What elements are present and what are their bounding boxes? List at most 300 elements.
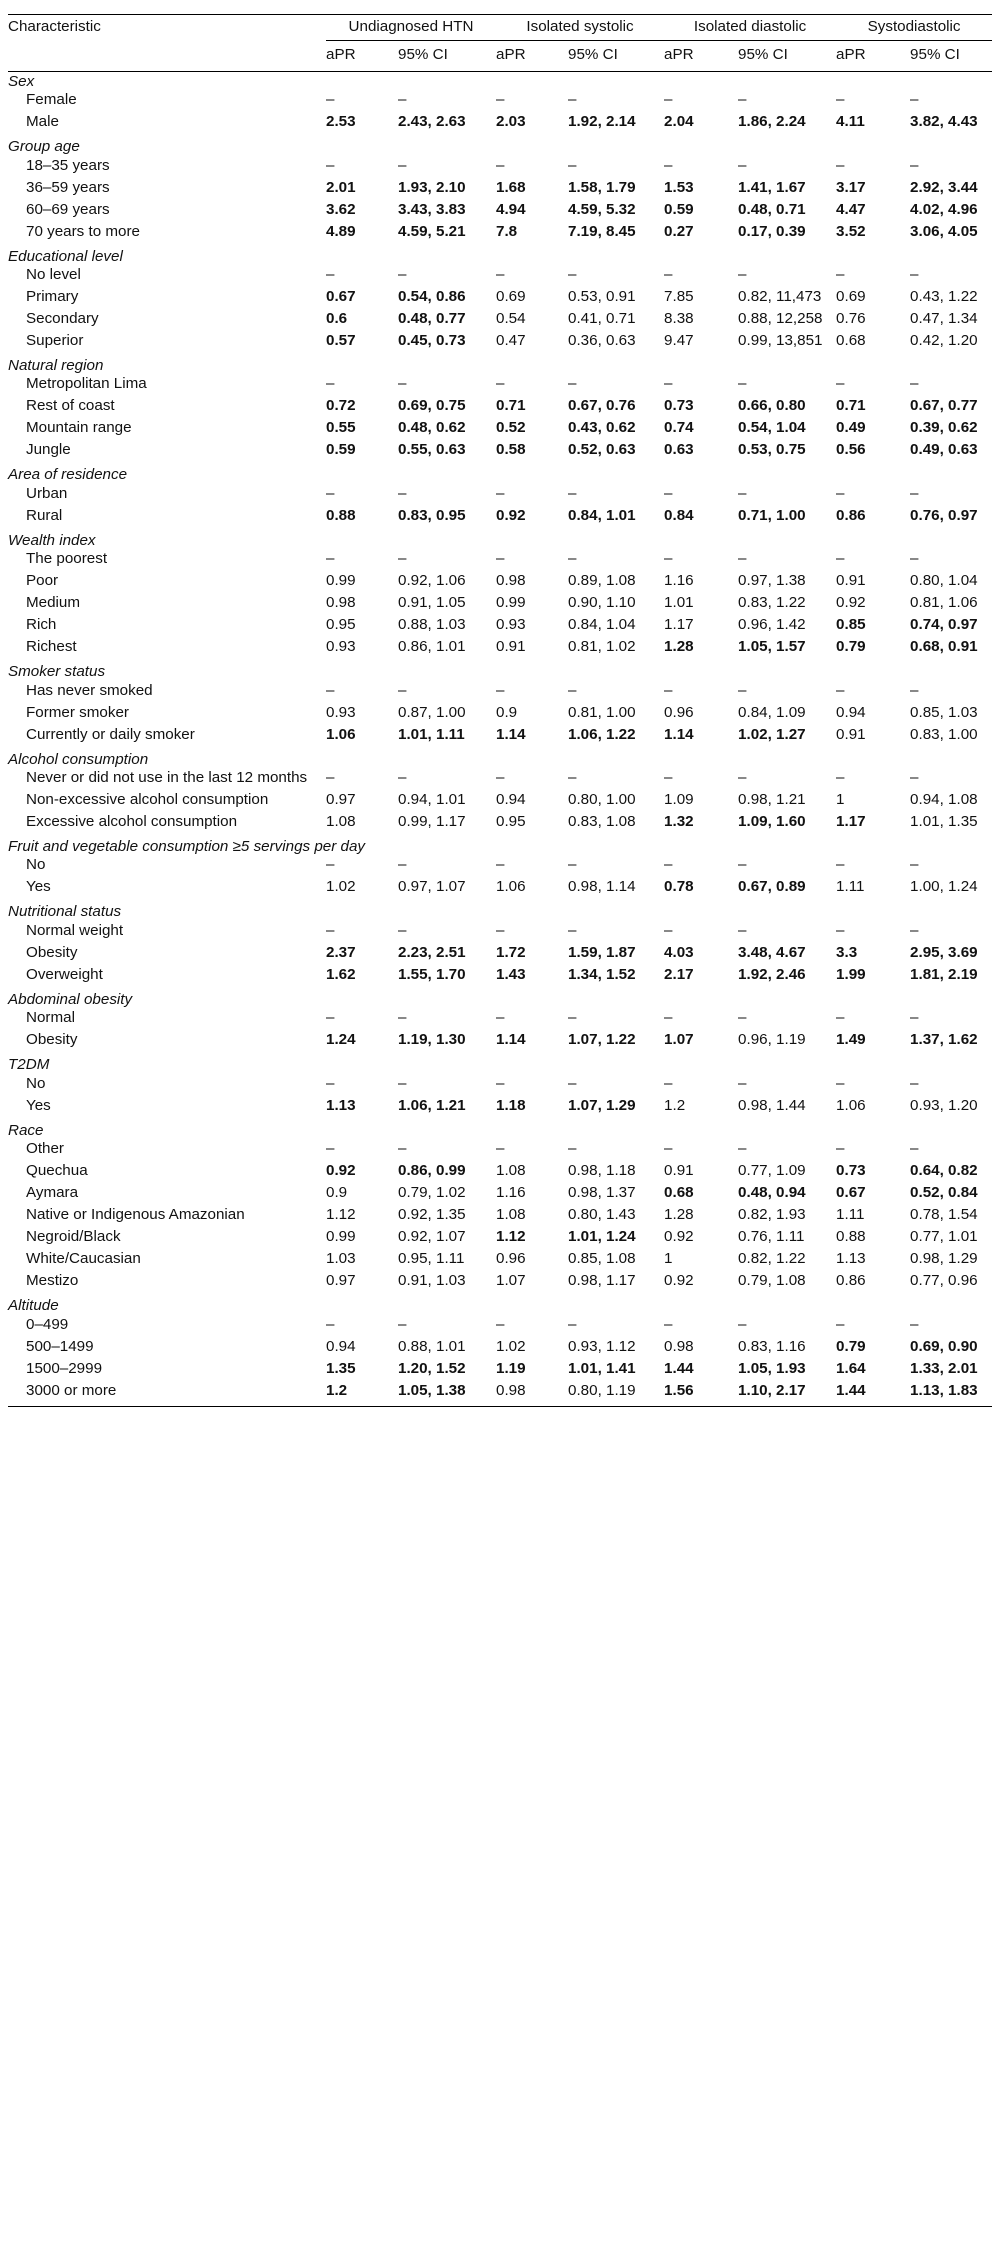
ci-cell: 4.59, 5.32 [568,200,636,218]
section-title: Fruit and vegetable consumption ≥5 servings per day [8,838,366,856]
ci-cell: 0.98, 1.21 [738,791,806,809]
ci-cell: 0.96, 1.42 [738,616,806,634]
section-header-row [8,660,992,681]
apr-cell: 1.01 [664,594,694,612]
header-group-systodiastolic: Systodiastolic [836,15,992,41]
ci-cell: – [910,769,919,787]
apr-cell: 0.74 [664,419,694,437]
table-row [8,769,992,791]
apr-cell: 0.96 [664,703,694,721]
section-header-row [8,1053,992,1074]
row-label: Obesity [26,1031,78,1049]
apr-cell: 0.85 [836,616,866,634]
results-table [8,14,992,1407]
apr-cell: 1 [836,791,845,809]
ci-cell: – [398,1009,407,1027]
table-row [8,550,992,572]
apr-cell: – [664,769,673,787]
row-label: Primary [26,288,79,306]
row-label: Female [26,91,77,109]
table-row [8,1316,992,1338]
apr-cell: 0.88 [836,1228,866,1246]
ci-cell: 0.91, 1.05 [398,594,466,612]
apr-cell: 0.57 [326,332,356,350]
header-group-isolated-systolic: Isolated systolic [496,15,664,41]
row-label: Urban [26,484,68,502]
apr-cell: – [326,550,335,568]
table-row [8,638,992,660]
ci-cell: – [910,921,919,939]
apr-cell: 0.86 [836,1272,866,1290]
apr-cell: – [326,375,335,393]
ci-cell: 0.89, 1.08 [568,572,636,590]
ci-cell: 3.82, 4.43 [910,113,978,131]
apr-cell: 0.63 [664,441,694,459]
row-label: Native or Indigenous Amazonian [26,1206,245,1224]
ci-cell: 0.95, 1.11 [398,1250,465,1268]
header-apr: aPR [836,41,910,71]
apr-cell: 1.14 [496,725,526,743]
row-label: Other [26,1140,64,1158]
apr-cell: 4.11 [836,113,865,131]
row-label: Excessive alcohol consumption [26,813,238,831]
ci-cell: – [738,484,747,502]
row-label: Quechua [26,1162,88,1180]
table-row [8,878,992,900]
ci-cell: 1.06, 1.22 [568,725,636,743]
header-characteristic: Characteristic [8,15,326,41]
ci-cell: – [568,769,577,787]
apr-cell: 1.43 [496,965,526,983]
table-row [8,507,992,529]
ci-cell: 1.81, 2.19 [910,965,978,983]
ci-cell: 0.55, 0.63 [398,441,466,459]
apr-cell: – [496,375,505,393]
apr-cell: – [496,856,505,874]
apr-cell: 0.94 [326,1337,356,1355]
ci-cell: 0.17, 0.39 [738,222,806,240]
ci-cell: 0.54, 1.04 [738,419,806,437]
ci-cell: 0.71, 1.00 [738,506,806,524]
ci-cell: 0.82, 1.93 [738,1206,806,1224]
apr-cell: – [496,921,505,939]
table-row [8,1206,992,1228]
apr-cell: 1.02 [326,878,356,896]
ci-cell: 1.01, 1.41 [568,1359,636,1377]
apr-cell: 3.52 [836,222,866,240]
apr-cell: – [496,1074,505,1092]
table-row [8,1031,992,1053]
apr-cell: 1.14 [496,1031,526,1049]
ci-cell: – [738,1140,747,1158]
ci-cell: – [398,550,407,568]
apr-cell: 0.98 [496,1382,568,1407]
apr-cell: – [326,484,335,502]
row-label: Non-excessive alcohol consumption [26,791,269,809]
apr-cell: 2.17 [664,965,694,983]
ci-cell: 0.82, 1.22 [738,1250,806,1268]
ci-cell: 0.98, 1.44 [738,1096,806,1114]
table-row [8,1140,992,1162]
row-label: Currently or daily smoker [26,725,195,743]
row-label: Never or did not use in the last 12 months [26,769,308,787]
ci-cell: 0.80, 1.04 [910,572,978,590]
ci-cell: 0.48, 0.94 [738,1184,806,1202]
ci-cell: 0.54, 0.86 [398,288,466,306]
apr-cell: – [664,921,673,939]
ci-cell: 0.93, 1.20 [910,1096,978,1114]
ci-cell: 0.92, 1.35 [398,1206,466,1224]
section-title: Race [8,1121,44,1139]
ci-cell: – [910,156,919,174]
ci-cell: 4.59, 5.21 [398,222,466,240]
row-label: White/Caucasian [26,1250,141,1268]
apr-cell: 7.8 [496,222,518,240]
apr-cell: 1.35 [326,1359,356,1377]
section-header-row [8,529,992,550]
apr-cell: – [496,550,505,568]
apr-cell: 0.98 [664,1337,694,1355]
ci-cell: 0.52, 0.63 [568,441,636,459]
apr-cell: 0.91 [496,638,526,656]
apr-cell: – [326,1140,335,1158]
ci-cell: 0.41, 0.71 [568,310,636,328]
apr-cell: 1.09 [664,791,694,809]
row-label: 1500–2999 [26,1359,103,1377]
ci-cell: 1.37, 1.62 [910,1031,978,1049]
ci-cell: – [398,769,407,787]
section-title: Wealth index [8,531,96,549]
ci-cell: – [568,856,577,874]
ci-cell: 3.48, 4.67 [738,943,806,961]
apr-cell: 0.98 [496,572,526,590]
ci-cell: – [910,1074,919,1092]
section-title: Natural region [8,357,104,375]
ci-cell: 0.43, 1.22 [910,288,978,306]
ci-cell: 1.05, 1.93 [738,1359,806,1377]
table-row [8,922,992,944]
row-label: Yes [26,1096,51,1114]
apr-cell: 0.95 [326,616,356,634]
ci-cell: 0.81, 1.06 [910,594,978,612]
apr-cell: 0.67 [836,1184,866,1202]
apr-cell: 0.71 [836,397,866,415]
ci-cell: 0.98, 1.17 [568,1272,636,1290]
table-row [8,266,992,288]
apr-cell: – [664,1140,673,1158]
apr-cell: – [836,266,845,284]
ci-cell: 0.69, 0.75 [398,397,466,415]
table-row [8,682,992,704]
apr-cell: – [664,856,673,874]
apr-cell: – [496,484,505,502]
ci-cell: 0.88, 1.03 [398,616,466,634]
ci-cell: 0.52, 0.84 [910,1184,978,1202]
apr-cell: – [664,91,673,109]
ci-cell: – [738,1315,747,1333]
ci-cell: 1.20, 1.52 [398,1359,466,1377]
apr-cell: 1.08 [496,1162,526,1180]
apr-cell: 0.9 [496,703,518,721]
ci-cell: 0.48, 0.71 [738,200,806,218]
apr-cell: 0.91 [664,1162,694,1180]
ci-cell: 0.88, 12,258 [738,310,823,328]
ci-cell: 1.05, 1.57 [738,638,806,656]
row-label: 60–69 years [26,200,110,218]
ci-cell: 0.45, 0.73 [398,332,466,350]
apr-cell: 1.11 [836,1206,865,1224]
apr-cell: – [664,550,673,568]
apr-cell: 2.03 [496,113,526,131]
ci-cell: 1.02, 1.27 [738,725,806,743]
header-blank [8,41,326,71]
apr-cell: – [326,156,335,174]
apr-cell: – [496,156,505,174]
row-label: Superior [26,332,84,350]
apr-cell: – [836,681,845,699]
ci-cell: 0.98, 1.37 [568,1184,636,1202]
ci-cell: – [738,1009,747,1027]
ci-cell: 1.09, 1.60 [738,813,806,831]
apr-cell: 0.67 [326,288,356,306]
apr-cell: 0.84 [664,506,694,524]
ci-cell: 0.67, 0.76 [568,397,636,415]
apr-cell: 1.44 [664,1359,694,1377]
apr-cell: 0.97 [326,1272,356,1290]
ci-cell: 1.33, 2.01 [910,1359,978,1377]
ci-cell: – [738,1074,747,1092]
ci-cell: 0.94, 1.01 [398,791,466,809]
ci-cell: 2.43, 2.63 [398,113,466,131]
row-label: Mestizo [26,1272,79,1290]
ci-cell: – [738,769,747,787]
table-row [8,1228,992,1250]
section-header-row [8,988,992,1009]
apr-cell: 0.52 [496,419,526,437]
section-header-row [8,900,992,921]
header-row-groups [8,15,992,41]
ci-cell: – [910,681,919,699]
ci-cell: 0.77, 0.96 [910,1272,978,1290]
apr-cell: – [326,91,335,109]
row-label: Former smoker [26,703,129,721]
apr-cell: 0.59 [664,200,694,218]
ci-cell: 7.19, 8.45 [568,222,636,240]
table-row [8,397,992,419]
section-header-row [8,354,992,375]
ci-cell: – [910,1315,919,1333]
apr-cell: 1.12 [326,1206,356,1224]
ci-cell: 1.07, 1.22 [568,1031,636,1049]
apr-cell: 4.94 [496,200,526,218]
row-label: Yes [26,878,51,896]
apr-cell: 0.93 [326,703,356,721]
apr-cell: 0.91 [836,572,866,590]
apr-cell: 2.01 [326,178,356,196]
apr-cell: 1.08 [496,1206,526,1224]
section-header-row [8,463,992,484]
apr-cell: – [326,921,335,939]
row-label: Jungle [26,441,71,459]
ci-cell: 0.98, 1.14 [568,878,636,896]
apr-cell: – [664,681,673,699]
apr-cell: – [836,156,845,174]
ci-cell: 0.80, 1.00 [568,791,636,809]
ci-cell: – [398,156,407,174]
ci-cell: 1.93, 2.10 [398,178,466,196]
apr-cell: 0.97 [326,791,356,809]
ci-cell: – [568,156,577,174]
row-label: Obesity [26,943,78,961]
table-row [8,1272,992,1294]
section-title: Alcohol consumption [8,750,149,768]
apr-cell: 0.76 [836,310,866,328]
apr-cell: 0.56 [836,441,866,459]
apr-cell: 2.53 [326,113,356,131]
table-row [8,726,992,748]
ci-cell: 0.53, 0.91 [568,288,636,306]
ci-cell: 0.42, 1.20 [910,332,978,350]
ci-cell: 0.80, 1.43 [568,1206,636,1224]
header-ci: 95% CI [738,41,836,71]
ci-cell: – [738,375,747,393]
table-row [8,201,992,223]
ci-cell: 1.01, 1.24 [568,1228,636,1246]
apr-cell: 0.99 [496,594,526,612]
section-title: Altitude [8,1297,59,1315]
apr-cell: 1.14 [664,725,694,743]
ci-cell: 0.49, 0.63 [910,441,978,459]
apr-cell: 1.16 [664,572,694,590]
table-row [8,966,992,988]
apr-cell: 1.49 [836,1031,866,1049]
apr-cell: – [326,681,335,699]
table-row [8,813,992,835]
table-row [8,375,992,397]
apr-cell: – [836,550,845,568]
apr-cell: 0.6 [326,310,348,328]
ci-cell: 0.39, 0.62 [910,419,978,437]
ci-cell: – [568,1009,577,1027]
ci-cell: – [910,856,919,874]
ci-cell: 1.13, 1.83 [910,1382,992,1407]
apr-cell: 0.72 [326,397,356,415]
ci-cell: – [910,266,919,284]
ci-cell: 1.58, 1.79 [568,178,636,196]
ci-cell: 0.77, 1.01 [910,1228,978,1246]
apr-cell: 0.86 [836,506,866,524]
apr-cell: 2.04 [664,113,694,131]
table-row [8,91,992,113]
apr-cell: 0.69 [836,288,866,306]
apr-cell: – [326,1315,335,1333]
ci-cell: 3.06, 4.05 [910,222,978,240]
table-row [8,485,992,507]
ci-cell: 0.97, 1.38 [738,572,806,590]
apr-cell: – [836,1315,845,1333]
apr-cell: 0.92 [836,594,866,612]
ci-cell: 0.78, 1.54 [910,1206,978,1224]
ci-cell: – [398,856,407,874]
apr-cell: – [836,91,845,109]
apr-cell: 0.69 [496,288,526,306]
ci-cell: 2.95, 3.69 [910,943,978,961]
ci-cell: 0.80, 1.19 [568,1382,664,1407]
apr-cell: 0.71 [496,397,526,415]
ci-cell: 0.83, 1.22 [738,594,806,612]
apr-cell: 0.92 [664,1228,694,1246]
row-label: The poorest [26,550,108,568]
apr-cell: – [326,856,335,874]
ci-cell: 0.67, 0.89 [738,878,806,896]
ci-cell: 0.66, 0.80 [738,397,806,415]
apr-cell: – [836,484,845,502]
ci-cell: – [910,1140,919,1158]
table-row [8,157,992,179]
table-row [8,1097,992,1119]
apr-cell: 0.92 [664,1272,694,1290]
apr-cell: 0.59 [326,441,356,459]
header-apr: aPR [664,41,738,71]
ci-cell: 0.85, 1.03 [910,703,978,721]
apr-cell: 1.53 [664,178,694,196]
ci-cell: – [910,375,919,393]
apr-cell: 0.68 [664,1184,694,1202]
ci-cell: – [568,1315,577,1333]
ci-cell: – [398,375,407,393]
row-label: Metropolitan Lima [26,375,147,393]
table-row [8,419,992,441]
ci-cell: 0.67, 0.77 [910,397,978,415]
section-title: T2DM [8,1056,50,1074]
row-label: No [26,856,46,874]
row-label: 0–499 [26,1315,69,1333]
apr-cell: 0.95 [496,813,526,831]
table-row [8,944,992,966]
ci-cell: 1.05, 1.38 [398,1382,496,1407]
apr-cell: – [326,769,335,787]
table-row [8,1162,992,1184]
apr-cell: 4.47 [836,200,866,218]
apr-cell: 0.55 [326,419,356,437]
apr-cell: 1.16 [496,1184,526,1202]
table-row [8,1382,992,1407]
apr-cell: 1.07 [496,1272,526,1290]
apr-cell: – [664,484,673,502]
apr-cell: 0.54 [496,310,526,328]
ci-cell: 0.81, 1.02 [568,638,636,656]
apr-cell: – [326,266,335,284]
header-ci: 95% CI [568,41,664,71]
ci-cell: 0.93, 1.12 [568,1337,636,1355]
table-row [8,856,992,878]
apr-cell: 1.2 [664,1096,686,1114]
ci-cell: – [568,266,577,284]
apr-cell: 1.13 [836,1250,866,1268]
row-label: Poor [26,572,59,590]
ci-cell: – [398,1140,407,1158]
table-row [8,572,992,594]
apr-cell: – [664,1009,673,1027]
row-label: 3000 or more [8,1382,326,1407]
ci-cell: 2.23, 2.51 [398,943,466,961]
ci-cell: 0.92, 1.06 [398,572,466,590]
ci-cell: 1.00, 1.24 [910,878,978,896]
ci-cell: – [738,550,747,568]
header-row-metrics [8,41,992,71]
ci-cell: 1.92, 2.46 [738,965,806,983]
ci-cell: 0.84, 1.04 [568,616,636,634]
